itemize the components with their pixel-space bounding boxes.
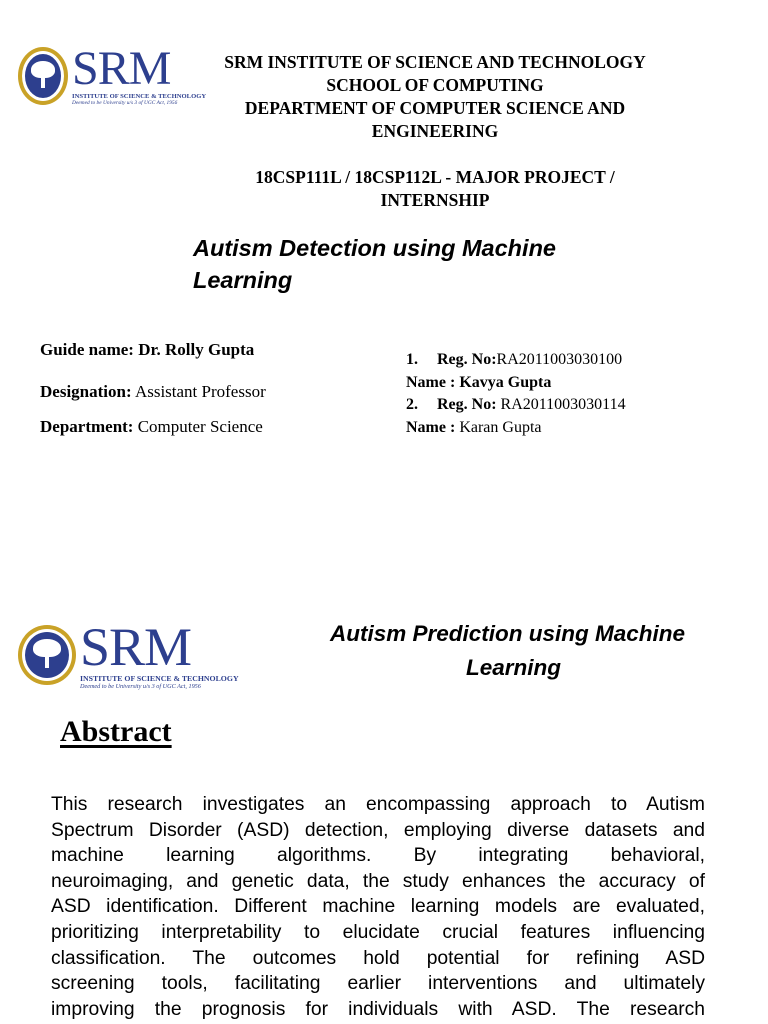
institution-header [190, 51, 680, 143]
abstract-line: ASD identification. Different machine learning models are evaluated, [51, 896, 705, 918]
abstract-line: improving the prognosis for individuals with ASD. The research [51, 998, 705, 1020]
srm-wordmark: SRM [80, 617, 192, 677]
abstract-line: Spectrum Disorder (ASD) detection, employing diverse datasets and [51, 819, 705, 841]
abstract-line: screening tools, facilitating earlier interventions and ultimately [51, 973, 705, 995]
course-code-line2: INTERNSHIP [380, 190, 490, 210]
department-value: Computer Science [137, 417, 263, 436]
department-label: Department: [40, 417, 134, 436]
guide-department [40, 417, 263, 437]
student-reg-1 [406, 349, 626, 372]
course-code [190, 166, 680, 212]
second-title-line1: Autism Prediction using Machine [329, 621, 686, 646]
abstract-body [51, 792, 705, 1022]
student-list [406, 349, 626, 439]
reg-label: Reg. No: [437, 396, 497, 413]
course-code-line1: 18CSP111L / 18CSP112L - MAJOR PROJECT / [255, 167, 615, 187]
guide-name-value: Dr. Rolly Gupta [138, 340, 255, 359]
srm-tagline: INSTITUTE OF SCIENCE & TECHNOLOGY [80, 674, 239, 683]
student-name-2 [406, 417, 626, 440]
srm-logo-top [18, 42, 207, 106]
srm-deemed-line: Deemed to be University u/s 3 of UGC Act, 1956 [72, 100, 178, 106]
name-label: Name : [406, 373, 456, 391]
abstract-line: neuroimaging, and genetic data, the study enhances the accuracy of [51, 870, 705, 892]
project-title-line1: Autism Detection using Machine [193, 235, 556, 261]
abstract-line: prioritizing interpretability to elucidate crucial features influencing [51, 921, 705, 943]
department-name-cont: ENGINEERING [371, 121, 499, 141]
project-title [193, 233, 556, 296]
reg-value: RA2011003030100 [496, 351, 623, 368]
reg-label: Reg. No: [437, 351, 497, 368]
abstract-line: classification. The outcomes hold potential for refining ASD [51, 947, 705, 969]
reg-value: RA2011003030114 [500, 396, 626, 413]
name-value: Kavya Gupta [459, 373, 552, 391]
name-label: Name : [406, 418, 456, 436]
abstract-heading: Abstract [60, 715, 172, 748]
srm-wordmark: SRM [72, 42, 171, 95]
student-number: 1. [406, 351, 418, 368]
institution-name: SRM INSTITUTE OF SCIENCE AND TECHNOLOGY [224, 52, 646, 72]
school-name: SCHOOL OF COMPUTING [326, 75, 544, 95]
second-title-line2: Learning [465, 654, 561, 680]
designation-value: Assistant Professor [134, 382, 266, 401]
srm-deemed-line: Deemed to be University u/s 3 of UGC Act, 1956 [80, 683, 201, 690]
student-number: 2. [406, 396, 418, 413]
guide-designation [40, 382, 266, 402]
srm-tagline: INSTITUTE OF SCIENCE & TECHNOLOGY [72, 93, 207, 100]
student-reg-2 [406, 394, 626, 417]
name-value: Karan Gupta [459, 418, 542, 436]
srm-seal-icon [18, 625, 76, 685]
designation-label: Designation: [40, 382, 132, 401]
srm-logo-second [18, 617, 239, 690]
student-name-1 [406, 372, 626, 395]
department-name: DEPARTMENT OF COMPUTER SCIENCE AND [244, 98, 626, 118]
project-title-line2: Learning [193, 266, 293, 293]
guide-name-label: Guide name: [40, 340, 134, 359]
abstract-line: This research investigates an encompassing approach to Autism [51, 794, 705, 815]
srm-seal-icon [18, 47, 68, 105]
second-title [300, 617, 715, 684]
guide-name [40, 340, 254, 360]
abstract-line: machine learning algorithms. By integrating behavioral, [51, 845, 705, 867]
